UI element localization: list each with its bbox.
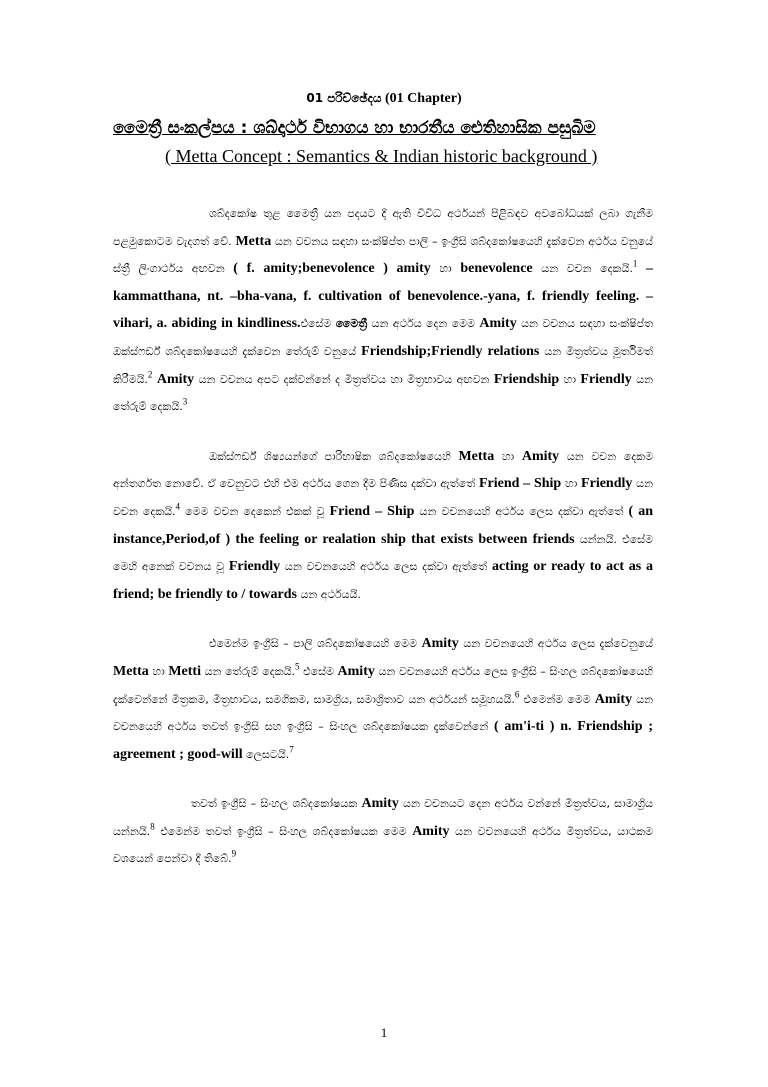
term: Friendly — [581, 476, 633, 492]
text-run: මෙම වචන දෙකෙන් එකක් වූ — [185, 504, 325, 518]
paragraph-2 — [113, 443, 653, 609]
text-run: එසේම — [303, 664, 334, 678]
term: Friend – Ship — [329, 503, 415, 519]
term: Amity — [421, 636, 459, 652]
text-run: ලෙසටයි. — [246, 747, 290, 761]
text-run: එමෙන්ම තවත් ඉංග්‍රීසි – සිංහල ශබ්දකෝෂයක මෙම — [160, 824, 407, 838]
term: Amity — [521, 448, 560, 464]
page-subtitle: ( Metta Concept : Semantics & Indian historic background ) — [165, 146, 598, 166]
term: ( am'i-ti ) n. Friendship ; agreement ; good-will — [113, 719, 653, 762]
text-run: ඔක්ස්ෆර්ඩ් ශිෂ්‍යයන්ගේ පාරිභාෂික ශබ්දකෝෂයෙහි — [209, 449, 451, 463]
footnote-ref-2: 2 — [147, 368, 153, 379]
text-run: යන වචනයෙහි අර්ථය ලෙස ඉංග්‍රීසි – සිංහල ශබ්දකෝෂයෙහි දැක්වෙන්නේ මිත්‍රකම, මිත්‍රභාවය, සමගිකම, සාමග්‍රිය, සමාශ්‍රිතාව යන අර්ථයන් සමූහයයි. — [113, 664, 654, 706]
text-run: යන වචනයෙහි අර්ථය ලෙස දැක්වෙනුයේ — [463, 637, 654, 651]
paragraph-1 — [113, 200, 653, 421]
text-run: යන අර්ථයයි. — [300, 587, 361, 601]
term: Friendly — [228, 559, 281, 575]
chapter-heading-sinhala: 01 පරිච්ඡේදය — [306, 91, 382, 105]
text-run: යන වචනයෙහි අර්ථය තවත් ඉංග්‍රීසි සහ ඉංග්‍රීසි – සිංහල ශබ්දකෝෂයක දැක්වෙන්නේ — [113, 692, 654, 734]
footnote-ref-5: 5 — [294, 661, 300, 672]
footnote-ref-1: 1 — [632, 258, 638, 269]
chapter-heading-english: (01 Chapter) — [385, 91, 462, 106]
text-run: යන වචන දෙකම අන්තර්ගත නොවේ. ඒ වෙනුවට එහි එම අර්ථය ගෙන දීම පිණිස දක්වා ඇත්තේ — [113, 449, 654, 491]
term: Friend – Ship — [478, 476, 562, 492]
text-run: යන වචනයෙහි අර්ථය ලෙස දක්වා ඇත්තේ — [419, 504, 624, 518]
footnote-ref-3: 3 — [182, 396, 188, 407]
text-run: යන්නයි. එසේම මෙහි අනෙක් වචනය වූ — [113, 532, 654, 574]
paragraph-4 — [113, 790, 653, 873]
term: acting or ready to act as a friend; be friendly to / towards — [113, 559, 653, 602]
text-run: තවත් ඉංග්‍රීසි – සිංහල ශබ්දකෝෂයක — [191, 797, 358, 811]
page-title: මෛත්‍රී සංකල්පය : ශබ්දාර්ථ විභාගය හා භාරතීය ඓතිහාසික පසුබිම — [113, 118, 596, 138]
term: Amity — [156, 371, 195, 387]
term: ( an instance,Period,of ) the feeling or realation ship that exists between friends — [113, 503, 654, 547]
text-run: හා — [564, 477, 578, 491]
text-run: එමෙන්ම මෙම — [523, 692, 591, 706]
term: Friendship — [493, 371, 560, 387]
term: Friendly — [580, 371, 632, 387]
page-number: 1 — [380, 1025, 388, 1040]
text-run: යන තේරුම් දෙකයි. — [204, 664, 295, 678]
text-run: යන වචනය සඳහා සංක්ෂිප්ත පාලි – ඉංග්‍රීසි ශබ්දකෝෂයෙහි දැක්වෙන අර්ථය වනුයේ ස්ත්‍රී ලිංගාර්ථය අඟවන — [113, 234, 653, 276]
text-run: හා — [563, 372, 576, 386]
paragraph-3 — [113, 630, 653, 768]
term: Amity — [361, 796, 399, 812]
footnote-ref-9: 9 — [231, 848, 237, 859]
footnote-ref-4: 4 — [175, 501, 181, 512]
body-text — [113, 200, 653, 895]
term: Amity — [594, 691, 633, 707]
term: මෛත්‍රී — [335, 317, 368, 331]
term: Metta — [235, 233, 272, 249]
term: Metti — [168, 663, 201, 679]
term: Amity — [412, 823, 450, 839]
footnote-ref-6: 6 — [514, 688, 520, 699]
term: Friendship;Friendly relations — [361, 343, 540, 359]
chapter-heading — [0, 91, 768, 107]
text-run: යන වචන දෙකයි. — [113, 477, 654, 518]
text-run: හා — [439, 262, 452, 276]
term: benevolence — [460, 261, 533, 277]
term: Amity — [337, 663, 375, 679]
text-run: යන වචනය අපට දක්වන්නේ ද මිත්‍රත්වය හා මිත්‍රභාවය අඟවන — [198, 372, 490, 386]
text-run: යන වචනය සඳහා සංක්ෂිප්ත ඔක්ස්ෆර්ඩ් ශබ්දකෝෂයෙහි දැක්වෙන තේරුම් වනුයේ — [113, 317, 654, 358]
text-run: යන වචනයෙහි අර්ථය ලෙස දක්වා ඇත්තේ — [284, 560, 488, 574]
text-run: යන අර්ථය දෙන මෙම — [371, 317, 475, 331]
term: ( f. amity;benevolence ) amity — [233, 261, 431, 277]
text-run: ශබ්දකෝෂ තුළ මෛත්‍රී යන පදයට දී ඇති විවිධ අර්ථයන් පිළිබඳව අවබෝධයක් ලබා ගැනීම පළමුකොටම වැදගත් වේ. — [113, 207, 653, 248]
text-run: එමෙන්ම ඉංග්‍රීසි – පාලි ශබ්දකෝෂයෙහි මෙම — [209, 637, 417, 651]
term: –kammatthana, nt. –bha-vana, f. cultivation of benevolence.-yana, f. friendly feeling. –vihari, a. abiding in kindliness. — [113, 261, 653, 332]
text-run: හා — [501, 449, 515, 463]
text-run: යන වචනයෙහි අර්ථය මිත්‍රත්වය, යාථකම වශයෙන් පෙන්වා දී තිබේ. — [113, 824, 654, 866]
term: Metta — [113, 663, 149, 679]
text-run: යන වචනයට දෙන අර්ථය වන්නේ මිත්‍රත්වය, සාමාග්‍රිය යන්නයි. — [113, 797, 653, 838]
term: Metta — [458, 448, 495, 464]
footnote-ref-7: 7 — [289, 744, 294, 755]
term: Amity — [479, 316, 517, 332]
text-run: යන මිත්‍රත්වය මූර්තිමත් කිරීමයි. — [113, 344, 654, 386]
text-run: යන වචන දෙකයි. — [541, 262, 633, 276]
footnote-ref-8: 8 — [150, 821, 155, 832]
text-run: එසේම — [300, 317, 332, 331]
text-run: හා — [152, 664, 165, 678]
text-run: යන තේරුම් දෙකයි. — [113, 372, 654, 414]
